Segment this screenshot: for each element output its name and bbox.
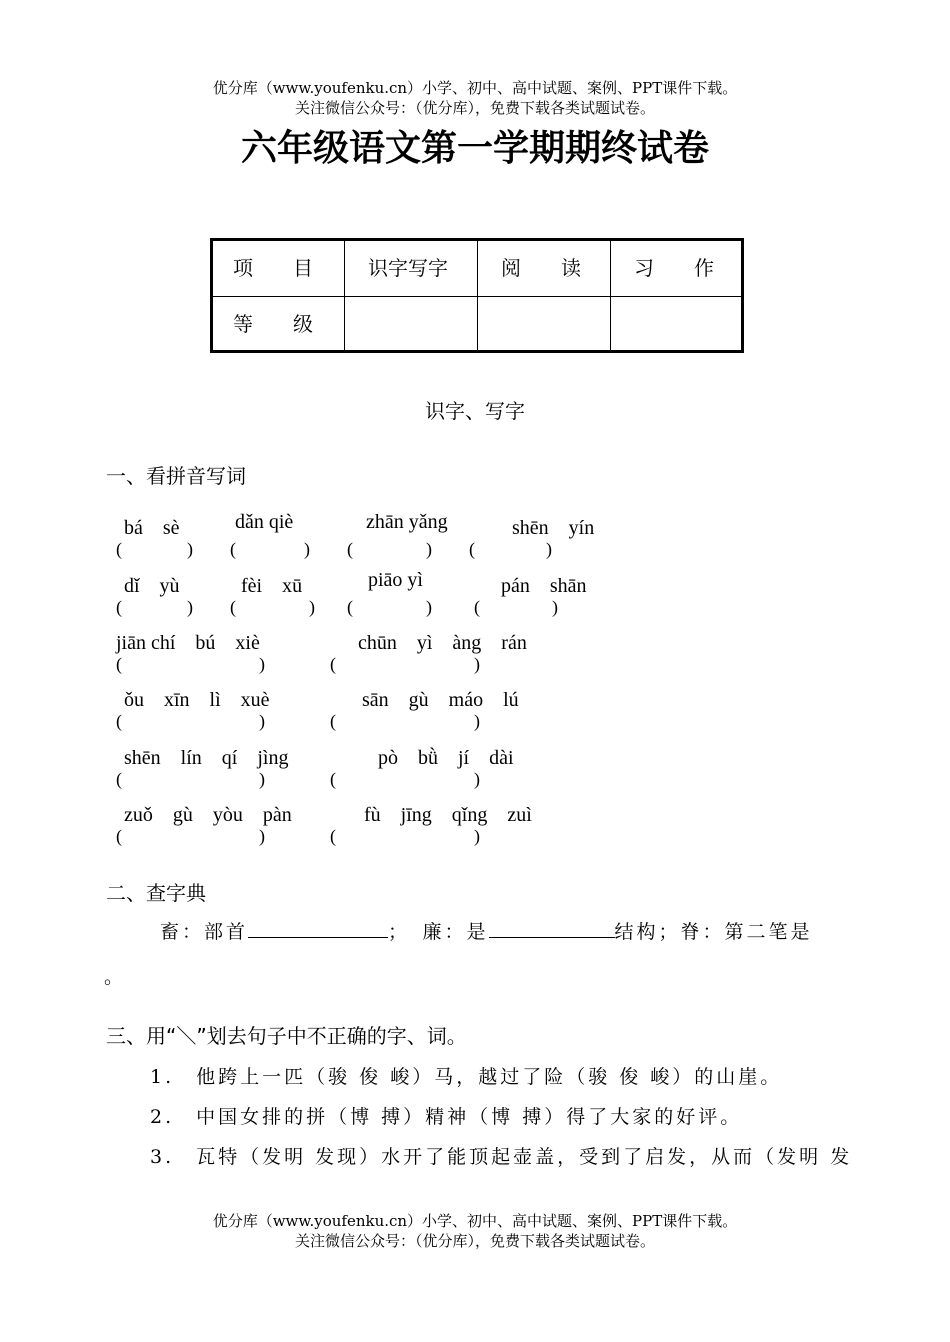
page-title: 六年级语文第一学期期终试卷: [240, 128, 709, 169]
pinyin: piāo yì: [368, 569, 423, 591]
answer-open: (: [347, 539, 353, 559]
pinyin: fù jīng qǐng zuì: [364, 804, 532, 826]
answer-open: (: [230, 539, 236, 559]
q3-item: 3. 瓦特（发明 发现）水开了能顶起壶盖，受到了启发，从而（发明 发: [150, 1146, 853, 1168]
answer-close: ): [474, 711, 480, 731]
pinyin: zuǒ gù yòu pàn: [124, 804, 292, 826]
table-col-divider: [477, 241, 478, 350]
answer-open: (: [330, 711, 336, 731]
answer-open: (: [116, 826, 122, 846]
answer-close: ): [426, 539, 432, 559]
answer-close: ): [259, 769, 265, 789]
q2-heading: 二、查字典: [106, 881, 206, 905]
table-col-divider: [344, 241, 345, 350]
answer-open: (: [116, 711, 122, 731]
pinyin: dǎn qiè: [235, 511, 294, 533]
answer-open: (: [330, 826, 336, 846]
answer-close: ): [426, 597, 432, 617]
answer-close: ): [304, 539, 310, 559]
grade-table: [210, 238, 744, 353]
q3-heading: 三、用“＼”划去句子中不正确的字、词。: [106, 1024, 467, 1048]
table-header-item: 项 目: [233, 256, 313, 280]
q2-blank-structure[interactable]: [489, 919, 615, 938]
q2-end: 。: [104, 966, 127, 988]
header-line-1: 优分库（www.youfenku.cn）小学、初中、高中试题、案例、PPT课件下载。: [212, 79, 738, 97]
pinyin: fèi xū: [241, 575, 303, 597]
answer-open: (: [116, 597, 122, 617]
answer-open: (: [116, 539, 122, 559]
table-col-divider: [610, 241, 611, 350]
q2-blank-radical[interactable]: [248, 919, 388, 938]
answer-close: ): [552, 597, 558, 617]
header-line-2: 关注微信公众号：（优分库），免费下载各类试题试卷。: [294, 99, 655, 117]
answer-open: (: [474, 597, 480, 617]
pinyin: shēn lín qí jìng: [124, 747, 289, 769]
q1-heading: 一、看拼音写词: [106, 464, 246, 488]
answer-close: ): [187, 539, 193, 559]
answer-close: ): [474, 654, 480, 674]
pinyin: bá sè: [124, 517, 180, 539]
pinyin: dǐ yù: [124, 575, 180, 597]
pinyin: pán shān: [501, 575, 587, 597]
pinyin: sān gù máo lú: [362, 689, 519, 711]
q2-line: [160, 917, 813, 944]
q3-item: 2. 中国女排的拼（博 搏）精神（博 搏）得了大家的好评。: [150, 1106, 743, 1128]
answer-close: ): [474, 826, 480, 846]
answer-close: ): [187, 597, 193, 617]
q2-part-1: 畜：部首: [160, 921, 249, 943]
answer-close: ): [259, 711, 265, 731]
answer-open: (: [116, 654, 122, 674]
table-header-literacy: 识字写字: [368, 256, 448, 280]
answer-close: ): [259, 654, 265, 674]
answer-open: (: [469, 539, 475, 559]
q3-item: 1. 他跨上一匹（骏 俊 峻）马，越过了险（骏 俊 峻）的山崖。: [150, 1066, 783, 1088]
answer-open: (: [116, 769, 122, 789]
table-header-reading: 阅 读: [501, 256, 581, 280]
section-title: 识字、写字: [425, 399, 525, 423]
pinyin: jiān chí bú xiè: [116, 632, 260, 654]
answer-open: (: [230, 597, 236, 617]
answer-close: ): [259, 826, 265, 846]
pinyin: shēn yín: [512, 517, 595, 539]
footer-line-1: 优分库（www.youfenku.cn）小学、初中、高中试题、案例、PPT课件下载。: [212, 1212, 738, 1230]
pinyin: zhān yǎng: [366, 511, 448, 533]
q2-part-3: 结构；脊：第二笔是: [614, 921, 813, 943]
answer-open: (: [330, 769, 336, 789]
answer-open: (: [330, 654, 336, 674]
answer-open: (: [347, 597, 353, 617]
answer-close: ): [309, 597, 315, 617]
table-header-writing: 习 作: [634, 256, 714, 280]
answer-close: ): [474, 769, 480, 789]
answer-close: ): [546, 539, 552, 559]
pinyin: ǒu xīn lì xuè: [124, 689, 270, 711]
pinyin: chūn yì àng rán: [358, 632, 527, 654]
table-grade-label: 等 级: [233, 312, 313, 336]
footer-line-2: 关注微信公众号：（优分库），免费下载各类试题试卷。: [294, 1232, 655, 1250]
pinyin: pò bǜ jí dài: [378, 747, 514, 769]
q2-part-2: ； 廉：是: [388, 921, 489, 943]
